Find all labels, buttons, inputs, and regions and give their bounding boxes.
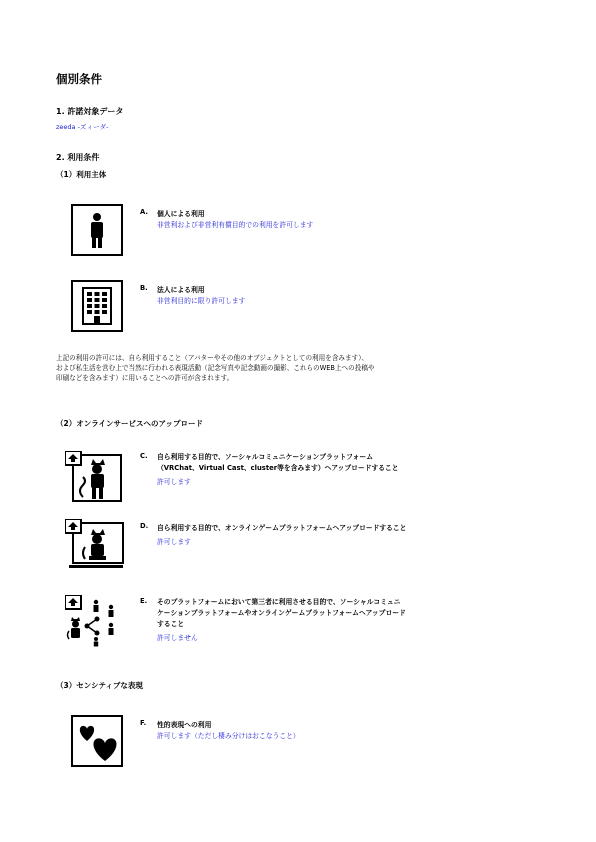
target-data-name: zeeda -ズィーダ- [56,123,109,131]
item-e-title-line: すること [157,620,185,628]
item-a-letter: A. [140,208,148,216]
section1-heading: 1. 許諾対象データ [56,107,124,116]
item-d-permission: 許可します [157,538,191,546]
building-icon [71,280,123,332]
paragraph-line: および私生活を営む上で当然に行われる表現活動（記念写真や記念動画の撮影、これらのWEB上への投稿や [56,364,375,372]
sub-heading-usage-subject: （1）利用主体 [56,170,107,179]
paragraph-line: 上記の利用の許可には、自ら利用すること（アバターやその他のオブジェクトとしての利用を含みます）、 [56,354,369,362]
upload-share-icon [65,595,125,647]
item-a-title: 個人による利用 [157,210,205,218]
upload-avatar-icon [65,451,123,503]
page-title: 個別条件 [56,72,102,86]
sub-heading-sensitive: （3）センシティブな表現 [56,681,143,690]
item-d-title-line: 自ら利用する目的で、オンラインゲームプラットフォームへアップロードすること [157,524,407,532]
section2-heading: 2. 利用条件 [56,153,100,162]
item-d-letter: D. [140,522,149,530]
item-f-permission: 許可します（ただし棲み分けはおこなうこと） [157,732,300,740]
item-e-title [157,597,406,630]
item-c-letter: C. [140,452,148,460]
item-b-permission: 非営利目的に限り許可します [157,297,246,305]
item-f-letter: F. [140,719,147,727]
item-c-permission: 許可します [157,478,191,486]
item-e-permission: 許可しません [157,634,198,642]
person-icon [71,204,123,256]
paragraph-line: 印刷などを含みます）に用いることへの許可が含まれます。 [56,374,234,382]
upload-game-icon [65,519,125,575]
item-b-title: 法人による利用 [157,286,205,294]
item-c-title [157,452,399,474]
item-c-title-line: 自ら利用する目的で、ソーシャルコミュニケーションプラットフォーム [157,453,374,461]
item-e-letter: E. [140,597,148,605]
item-b-letter: B. [140,284,148,292]
item-a-permission: 非営利および非営利有償目的での利用を許可します [157,221,314,229]
item-e-title-line: ケーションプラットフォームやオンラインゲームプラットフォームへアップロード [157,609,406,617]
usage-note-paragraph [56,353,536,383]
hearts-icon [71,715,123,767]
item-f-title: 性的表現への利用 [157,721,212,729]
sub-heading-online-upload: （2）オンラインサービスへのアップロード [56,419,203,428]
item-e-title-line: そのプラットフォームにおいて第三者に利用させる目的で、ソーシャルコミュニ [157,598,401,606]
item-d-title [157,522,406,532]
item-c-title-line: （VRChat、Virtual Cast、cluster等を含みます）へアップロードすること [157,464,399,472]
